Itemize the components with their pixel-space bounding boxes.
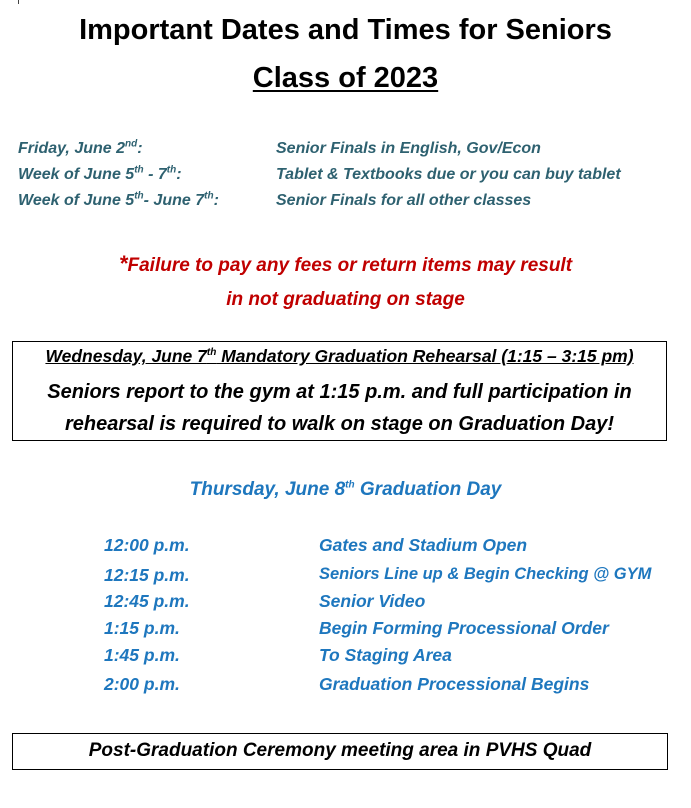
date-description: Senior Finals in English, Gov/Econ [276,140,541,157]
dates-list [18,140,678,218]
schedule-time: 12:15 p.m. [104,565,190,585]
date-label: Week of June 5th- June 7th: [18,190,219,209]
date-description: Tablet & Textbooks due or you can buy tablet [276,166,621,183]
schedule-activity: Gates and Stadium Open [319,535,528,555]
schedule-time: 12:45 p.m. [104,591,190,611]
schedule-time: 1:45 p.m. [104,645,180,665]
schedule-activity: Graduation Processional Begins [319,674,590,694]
warning-line-1: *Failure to pay any fees or return items may result [118,251,573,276]
schedule-time: 1:15 p.m. [104,618,180,638]
schedule-activity: To Staging Area [319,645,452,665]
date-label: Week of June 5th - 7th: [18,164,182,183]
date-description: Senior Finals for all other classes [276,192,532,209]
schedule-time: 2:00 p.m. [104,674,180,694]
schedule-activity: Begin Forming Processional Order [319,618,609,638]
date-row [18,166,678,192]
class-year-heading: Class of 2023 [252,62,439,94]
asterisk: * [118,251,128,276]
date-row [18,192,678,218]
graduation-day-heading: Thursday, June 8th Graduation Day [189,479,502,500]
schedule-activity: Seniors Line up & Begin Checking @ GYM [319,565,652,583]
date-row [18,140,678,166]
post-ceremony-box: Post-Graduation Ceremony meeting area in PVHS Quad [12,733,668,770]
rehearsal-header: Wednesday, June 7th Mandatory Graduation Rehearsal (1:15 – 3:15 pm) [45,346,634,366]
page-edge-mark [18,0,19,4]
rehearsal-box [12,341,667,441]
warning-line-2: in not graduating on stage [226,289,465,310]
schedule-activity: Senior Video [319,591,426,611]
page-title: Important Dates and Times for Seniors [79,14,612,46]
schedule-time: 12:00 p.m. [104,535,190,555]
rehearsal-body: Seniors report to the gym at 1:15 p.m. and full participation in rehearsal is required to walk on stage on Graduation Day! [47,381,632,435]
date-label: Friday, June 2nd: [18,138,143,157]
